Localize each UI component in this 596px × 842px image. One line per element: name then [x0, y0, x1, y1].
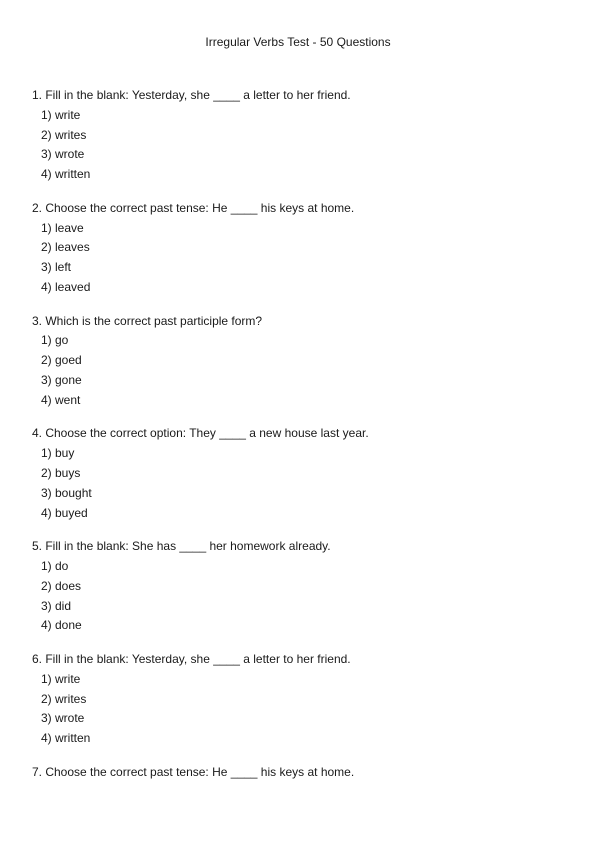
answer-option: 2) writes — [41, 127, 87, 142]
answer-option: 2) goed — [41, 353, 82, 368]
document-title: Irregular Verbs Test - 50 Questions — [205, 35, 391, 49]
answer-option: 3) wrote — [41, 147, 85, 162]
question-text: 5. Fill in the blank: She has ____ her homework already. — [32, 539, 331, 554]
question-7 — [32, 765, 572, 779]
answer-option: 1) do — [41, 558, 69, 573]
question-text: 1. Fill in the blank: Yesterday, she ____ a letter to her friend. — [32, 88, 351, 102]
answer-option: 4) leaved — [41, 279, 91, 294]
question-text: 2. Choose the correct past tense: He ____ his keys at home. — [32, 200, 355, 215]
answer-option: 4) done — [41, 618, 82, 633]
question-list — [32, 88, 572, 779]
answer-option: 3) left — [41, 260, 72, 275]
answer-option: 4) went — [41, 392, 81, 407]
answer-option: 2) writes — [41, 691, 87, 706]
question-5 — [32, 539, 572, 632]
answer-option: 1) write — [41, 107, 81, 122]
question-2 — [32, 201, 572, 294]
question-3 — [32, 314, 572, 407]
option-list — [32, 446, 572, 519]
question-text: 3. Which is the correct past participle form? — [32, 313, 263, 328]
answer-option: 3) wrote — [41, 711, 85, 726]
answer-option: 3) did — [41, 598, 72, 613]
option-list — [32, 672, 572, 745]
option-list — [32, 108, 572, 181]
answer-option: 1) go — [41, 333, 69, 348]
answer-option: 2) buys — [41, 465, 81, 480]
question-text: 7. Choose the correct past tense: He ____ his keys at home. — [32, 764, 355, 779]
answer-option: 4) written — [41, 167, 91, 182]
question-1 — [32, 88, 572, 181]
answer-option: 1) buy — [41, 446, 75, 461]
answer-option: 2) leaves — [41, 240, 90, 255]
option-list — [32, 559, 572, 632]
question-4 — [32, 426, 572, 519]
question-text: 4. Choose the correct option: They ____ a new house last year. — [32, 426, 369, 441]
answer-option: 3) bought — [41, 485, 92, 500]
answer-option: 1) leave — [41, 220, 84, 235]
answer-option: 3) gone — [41, 372, 82, 387]
question-text: 6. Fill in the blank: Yesterday, she ____ a letter to her friend. — [32, 651, 351, 666]
option-list — [32, 333, 572, 406]
answer-option: 1) write — [41, 671, 81, 686]
answer-option: 4) buyed — [41, 505, 88, 520]
option-list — [32, 221, 572, 294]
answer-option: 2) does — [41, 578, 82, 593]
answer-option: 4) written — [41, 731, 91, 746]
question-6 — [32, 652, 572, 745]
